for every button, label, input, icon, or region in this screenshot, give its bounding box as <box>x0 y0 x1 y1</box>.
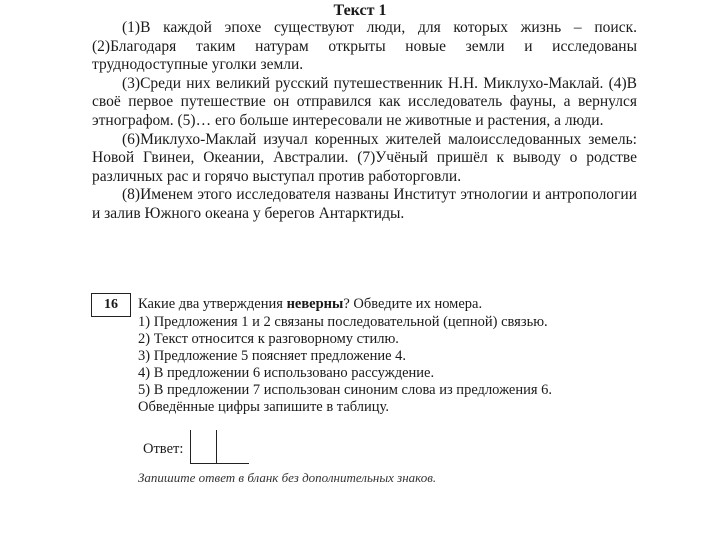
answer-label: Ответ: <box>143 441 184 457</box>
text-title: Текст 1 <box>333 2 387 19</box>
passage <box>92 19 637 224</box>
task-number-box: 16 <box>91 293 131 317</box>
answer-input-box[interactable] <box>190 430 249 464</box>
question-text-before: Какие два утверждения <box>138 296 287 312</box>
options-list <box>138 314 638 399</box>
passage-paragraph-4: (8)Именем этого исследователя названы Институт этнологии и антропологии и залив Южного океана у берегов Антарктиды. <box>92 186 637 222</box>
task-instruction: Обведённые цифры запишите в таблицу. <box>138 399 389 415</box>
option-item-3[interactable]: 3) Предложение 5 поясняет предложение 4. <box>138 348 407 364</box>
question-emphasis: неверны <box>286 296 344 312</box>
task-question <box>138 296 638 313</box>
question-text-after: ? Обведите их номера. <box>343 296 483 312</box>
passage-paragraph-2: (3)Среди них великий русский путешественник Н.Н. Миклухо-Маклай. (4)В своё первое путешествие он отправился как исследователь фауны, а вернулся этнографом. (5)… его больше интересовали не животные и растения, а люди. <box>92 74 637 129</box>
passage-paragraph-1: (1)В каждой эпохе существуют люди, для которых жизнь – поиск. (2)Благодаря таким натурам открыты новые земли и исследованы труднодоступные уголки земли. <box>92 19 637 74</box>
option-item-2[interactable]: 2) Текст относится к разговорному стилю. <box>138 331 399 347</box>
passage-paragraph-3: (6)Миклухо-Маклай изучал коренных жителей малоисследованных земель: Новой Гвинеи, Океании, Австралии. (7)Учёный пришёл к выводу о родстве различных рас и горячо выступал против работорговли. <box>92 130 637 185</box>
option-item-5[interactable]: 5) В предложении 7 использован синоним слова из предложения 6. <box>138 382 553 398</box>
answer-footer-note: Запишите ответ в бланк без дополнительных знаков. <box>138 470 437 485</box>
task-block <box>138 296 638 416</box>
option-item-1[interactable]: 1) Предложения 1 и 2 связаны последовательной (цепной) связью. <box>138 314 548 330</box>
answer-box-divider <box>216 430 217 463</box>
option-item-4[interactable]: 4) В предложении 6 использовано рассуждение. <box>138 365 435 381</box>
